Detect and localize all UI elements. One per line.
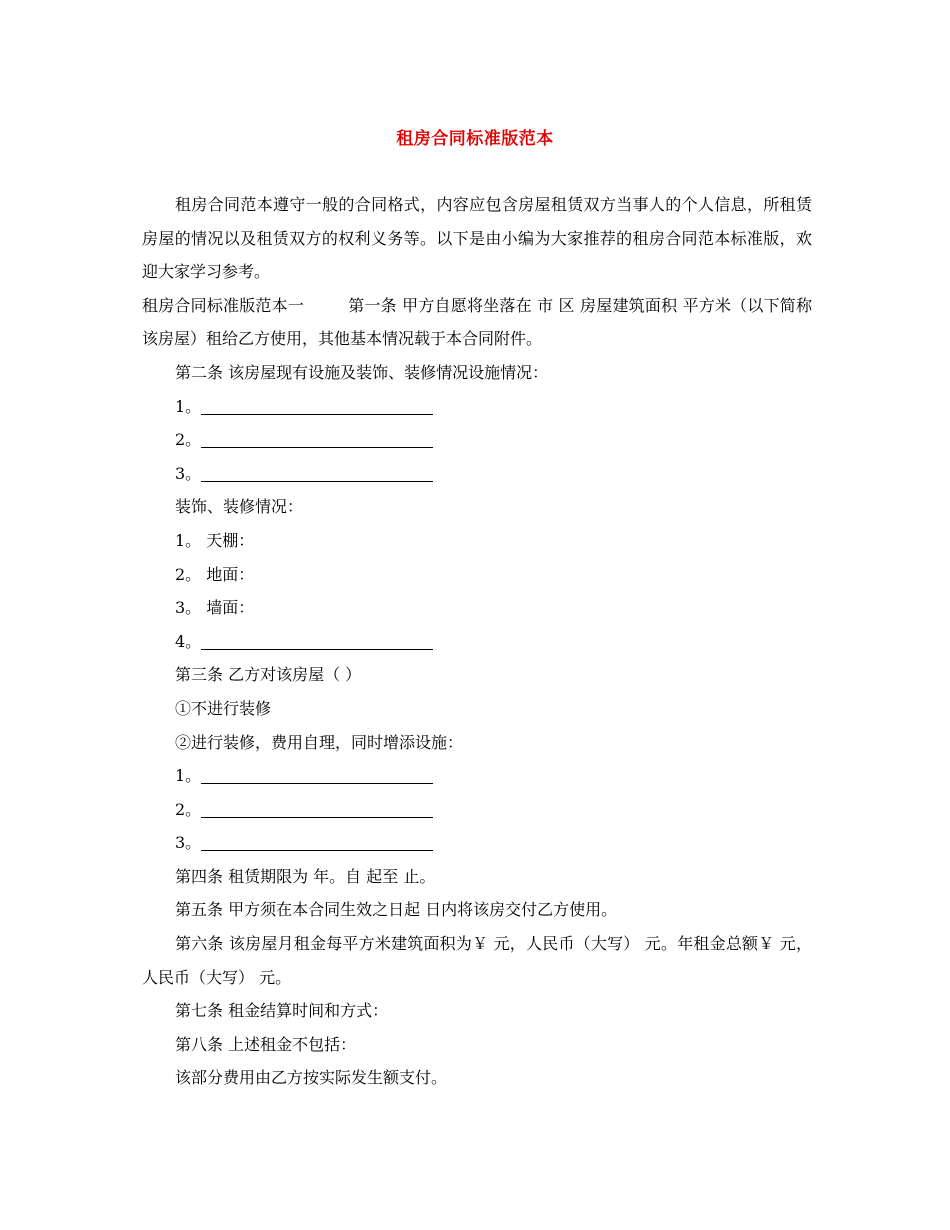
article-3: 第三条 乙方对该房屋（ ）	[175, 665, 362, 685]
article-6: 第六条 该房屋月租金每平方米建筑面积为￥ 元，人民币（大写） 元。年租金总额￥ 元，人民币（大写） 元。	[142, 934, 812, 987]
article-2: 第二条 该房屋现有设施及装饰、装修情况设施情况：	[175, 362, 549, 382]
article-4: 第四条 租赁期限为 年。自 起至 止。	[175, 866, 436, 886]
fill-blank-line	[201, 830, 433, 851]
article-5: 第五条 甲方须在本合同生效之日起 日内将该房交付乙方使用。	[175, 900, 618, 920]
version-one-label: 租房合同标准版范本一	[142, 295, 305, 315]
closing-paragraph: 该部分费用由乙方按实际发生额支付。	[175, 1068, 448, 1088]
decoration-item-1: 1。 天棚：	[175, 530, 255, 550]
document-body	[142, 188, 812, 1095]
decoration-item-2: 2。 地面：	[175, 564, 255, 584]
option-2: ②进行装修，费用自理，同时增添设施：	[175, 732, 464, 752]
decoration-item-3: 3。 墙面：	[175, 598, 255, 618]
article-1-text: 第一条 甲方自愿将坐落在 市 区 房屋建筑面积 平方米（以下简称该房屋）租给乙方使用，其他基本情况载于本合同附件。	[142, 295, 812, 349]
decoration-item-4: 4。	[142, 625, 812, 659]
fill-blank-line	[201, 461, 433, 482]
document-title: 租房合同标准版范本	[396, 129, 554, 149]
decoration-heading: 装饰、装修情况：	[175, 497, 304, 517]
article-8: 第八条 上述租金不包括：	[175, 1034, 357, 1054]
option-1: ①不进行装修	[175, 698, 272, 718]
added-item-2: 2。	[142, 793, 812, 827]
facility-item-2: 2。	[142, 423, 812, 457]
fill-blank-line	[201, 394, 433, 415]
article-1-paragraph	[142, 289, 812, 356]
intro-paragraph: 租房合同范本遵守一般的合同格式，内容应包含房屋租赁双方当事人的个人信息，所租赁房屋的情况以及租赁双方的权利义务等。以下是由小编为大家推荐的租房合同范本标准版，欢迎大家学习参考。	[142, 195, 812, 282]
fill-blank-line	[201, 797, 433, 818]
added-item-1: 1。	[142, 759, 812, 793]
facility-item-3: 3。	[142, 457, 812, 491]
fill-blank-line	[201, 629, 433, 650]
fill-blank-line	[201, 763, 433, 784]
facility-item-1: 1。	[142, 390, 812, 424]
fill-blank-line	[201, 427, 433, 448]
added-item-3: 3。	[142, 826, 812, 860]
article-7: 第七条 租金结算时间和方式：	[175, 1001, 389, 1021]
